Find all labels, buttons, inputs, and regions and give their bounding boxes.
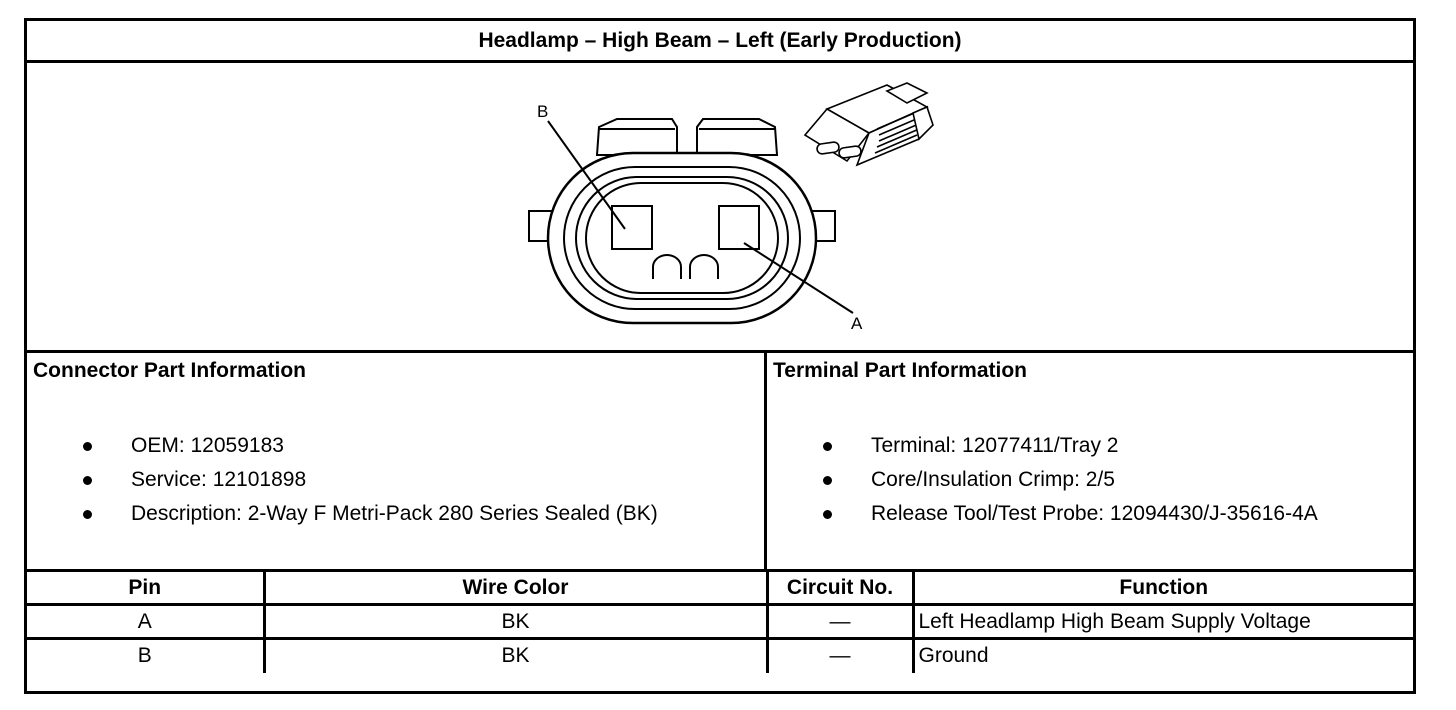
connector-diagram	[27, 63, 1413, 353]
pin-label-b: B	[537, 102, 549, 121]
connector-drawing	[27, 63, 1413, 353]
connector-oem: OEM: 12059183	[131, 434, 284, 457]
terminal-info-heading: Terminal Part Information	[773, 359, 1027, 382]
cell-function: Left Headlamp High Beam Supply Voltage	[913, 605, 1413, 639]
bullet-icon	[823, 442, 832, 451]
list-item	[27, 431, 658, 465]
bullet-icon	[823, 510, 832, 519]
cell-pin: B	[27, 639, 264, 673]
list-item	[767, 465, 1318, 499]
cell-circuit-no: —	[767, 605, 913, 639]
cell-circuit-no: —	[767, 639, 913, 673]
table-header-row	[27, 571, 1413, 605]
header-function: Function	[913, 571, 1413, 605]
header-wire-color: Wire Color	[264, 571, 767, 605]
connector-sheet	[24, 18, 1416, 694]
terminal-release-tool: Release Tool/Test Probe: 12094430/J-35616-4A	[871, 502, 1318, 525]
connector-info-heading: Connector Part Information	[33, 359, 307, 382]
connector-description: Description: 2-Way F Metri-Pack 280 Series Sealed (BK)	[131, 502, 658, 525]
cell-wire-color: BK	[264, 605, 767, 639]
connector-info-list	[27, 431, 658, 533]
cell-function: Ground	[913, 639, 1413, 673]
connector-service: Service: 12101898	[131, 468, 307, 491]
terminal-info-list	[767, 431, 1318, 533]
terminal-part-info	[767, 353, 1413, 571]
terminal-crimp: Core/Insulation Crimp: 2/5	[871, 468, 1115, 491]
pin-table	[27, 569, 1413, 673]
bullet-icon	[823, 476, 832, 485]
pin-label-a: A	[851, 314, 863, 333]
header-pin: Pin	[27, 571, 264, 605]
bullet-icon	[83, 476, 92, 485]
list-item	[27, 465, 658, 499]
cell-pin: A	[27, 605, 264, 639]
bullet-icon	[83, 510, 92, 519]
terminal-number: Terminal: 12077411/Tray 2	[871, 434, 1119, 457]
connector-part-info	[27, 353, 767, 571]
list-item	[27, 499, 658, 533]
list-item	[767, 431, 1318, 465]
cell-wire-color: BK	[264, 639, 767, 673]
list-item	[767, 499, 1318, 533]
page-title: Headlamp – High Beam – Left (Early Production)	[27, 21, 1413, 63]
bullet-icon	[83, 442, 92, 451]
header-circuit-no: Circuit No.	[767, 571, 913, 605]
table-row	[27, 639, 1413, 673]
table-row	[27, 605, 1413, 639]
